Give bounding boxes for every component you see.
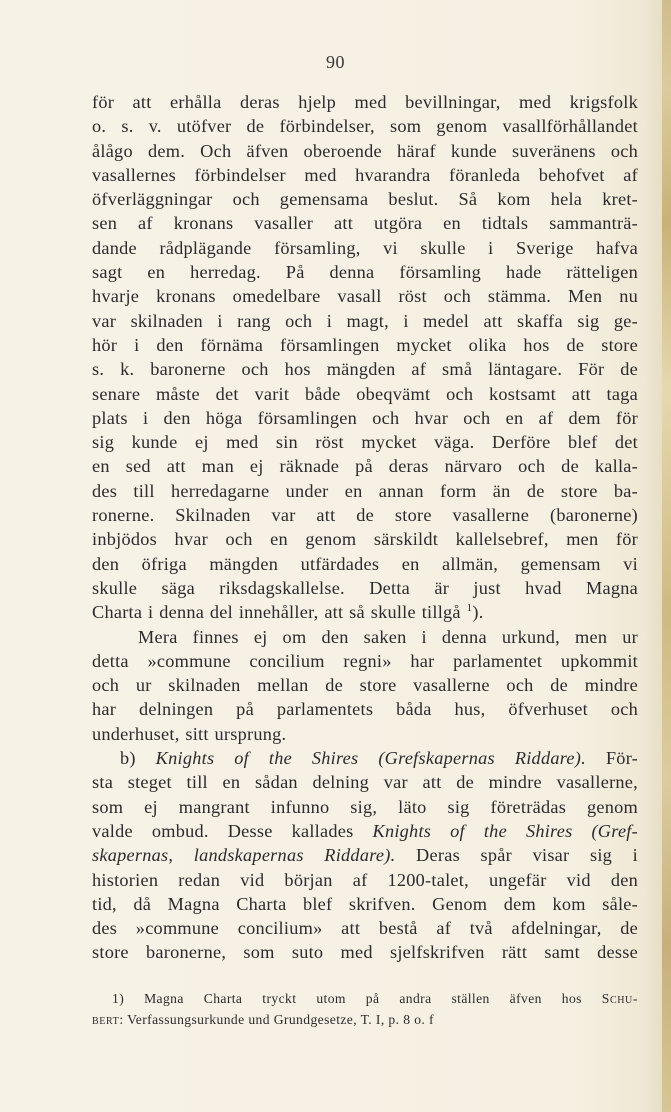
text-line: des till herredagarne under en annan form än de store ba- (92, 480, 638, 501)
section-line: som ej mangrant infunno sig, läto sig företrädas genom (92, 796, 638, 817)
text-line: dande rådplägande församling, vi skulle i Sverige hafva (92, 237, 638, 258)
footnote-text: : Verfassungsurkunde und Grundgesetze, T. I, p. 8 o. f (119, 1012, 434, 1027)
paragraph-line: detta »commune concilium regni» har parlamentet upkommit (92, 650, 638, 671)
section-line (92, 819, 638, 843)
text-line (92, 600, 638, 624)
text-line: o. s. v. utöfver de förbindelser, som genom vasallförhållandet (92, 116, 638, 137)
page-edge (662, 0, 671, 1112)
text-line: ålågo dem. Och äfven oberoende häraf kunde suveränens och (92, 140, 638, 161)
paragraph-line: och ur skilnaden mellan de store vasallerne och de mindre (92, 675, 638, 696)
text-line: hör i den förnäma församlingen mycket olika hos de store (92, 334, 638, 355)
footnote-reference[interactable]: 1 (466, 602, 473, 615)
footnote-text: Magna Charta tryckt utom på andra ställen äfven hos (144, 991, 582, 1006)
footnote-line (92, 1009, 638, 1030)
text-line: senare måste det varit både obeqvämt och kostsamt att taga (92, 383, 638, 404)
section-line (92, 843, 638, 867)
text-line: var skilnaden i rang och i magt, i medel att skaffa sig ge- (92, 310, 638, 331)
section-line-start: valde ombud. Desse kallades (92, 820, 354, 841)
text-line: ronerne. Skilnaden var att de store vasallerne (baronerne) (92, 505, 638, 526)
paragraph-line: har delningen på parlamentets båda hus, öfverhuset och (92, 699, 638, 720)
page-number: 90 (326, 52, 345, 72)
text-line-end: ). (472, 602, 484, 623)
text-line: s. k. baronerne och hos mängden af små läntagare. För de (92, 359, 638, 380)
section-line-rest: För- (605, 748, 639, 769)
section-heading-line (92, 746, 638, 770)
text-line: en sed att man ej räknade på deras närvaro och de kalla- (92, 456, 638, 477)
text-line: den öfriga mängden utfärdades en allmän, gemensam vi (92, 553, 638, 574)
paragraph-line: underhuset, sitt ursprung. (92, 723, 287, 744)
text-line: hvarje kronans omedelbare vasall röst och stämma. Men nu (92, 286, 638, 307)
text-line: plats i den höga församlingen och hvar och en af dem för (92, 407, 638, 428)
text-line: öfverläggningar och gemensama beslut. Så kom hela kret- (92, 189, 638, 210)
section-label: b) (120, 748, 136, 769)
section-line-italic: skapernas, landskapernas Riddare). (92, 845, 396, 866)
paragraph-line: Mera finnes ej om den saken i denna urkund, men ur (138, 626, 638, 647)
footnote-author: bert (92, 1012, 120, 1027)
text-line: sagt en herredag. På denna församling hade rätteligen (92, 262, 638, 283)
section-line: sta steget till en sådan delning var att de mindre vasallerne, (92, 772, 638, 793)
section-line: des »commune concilium» att bestå af två afdelningar, de (92, 918, 638, 939)
text-line-content: Charta i denna del innehåller, att så skulle tillgå (92, 602, 461, 623)
text-line: för att erhålla deras hjelp med bevillningar, med krigsfolk (92, 92, 638, 112)
section-line: store baronerne, som suto med sjelfskrifven rätt samt desse (92, 942, 638, 963)
section-line: tid, då Magna Charta blef skrifven. Genom dem kom såle- (92, 893, 638, 914)
footnote-author: Schu- (601, 991, 638, 1006)
footnote (92, 988, 638, 1030)
text-line: sig kunde ej med sin röst mycket väga. Derföre blef det (92, 432, 638, 453)
section-title: Knights of the Shires (Grefskapernas Riddare). (155, 748, 586, 769)
section-line-italic: Knights of the Shires (Gref- (372, 820, 638, 841)
text-line: inbjödos hvar och en genom särskildt kallelsebref, men för (92, 529, 638, 550)
section-line-rest: Deras spår visar sig i (416, 845, 639, 866)
text-line: vasallernes förbindelser med hvarandra föranleda behofvet af (92, 164, 638, 185)
footnote-mark: 1) (112, 991, 125, 1006)
section-line: historien redan vid början af 1200-talet, ungefär vid den (92, 869, 638, 890)
body-text (92, 90, 638, 965)
footnote-line (92, 988, 638, 1009)
text-line: sen af kronans vasaller att utgöra en tidtals sammanträ- (92, 213, 638, 234)
text-line: skulle säga riksdagskallelse. Detta är just hvad Magna (92, 577, 638, 598)
